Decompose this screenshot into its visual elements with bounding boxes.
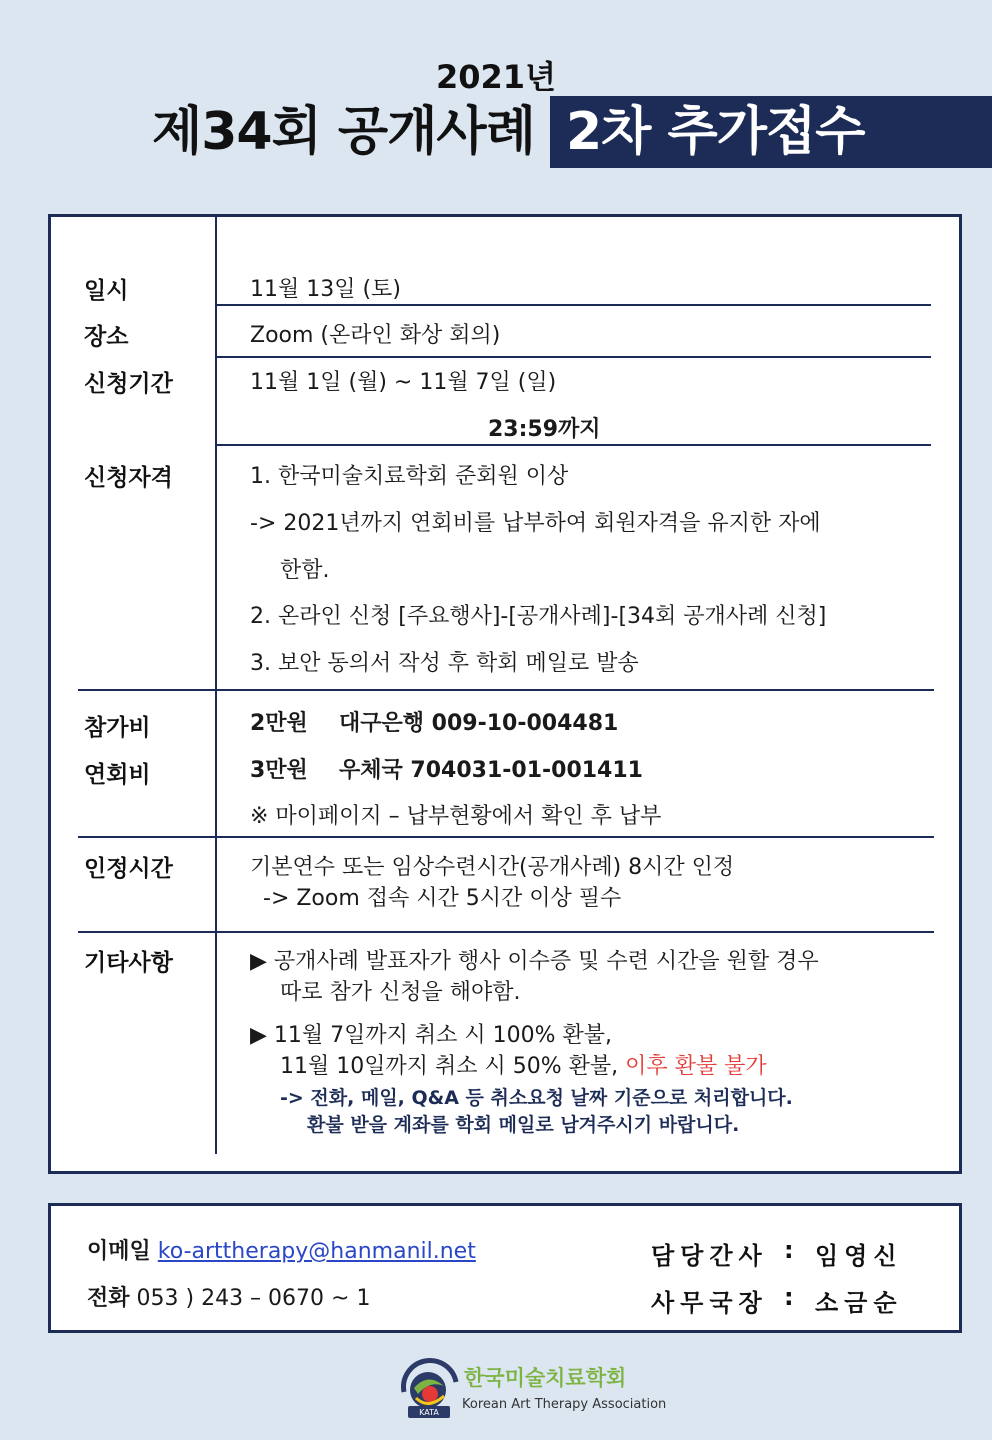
logo-english-text: Korean Art Therapy Association xyxy=(462,1397,667,1412)
fee-account: 대구은행 009-10-004481 xyxy=(339,711,619,736)
qualification-line3: 한함. xyxy=(280,558,330,583)
place-value: Zoom (온라인 화상 회의) xyxy=(250,323,501,348)
annual-fee-amount: 3만원 xyxy=(250,758,308,783)
phone-number: 053 ) 243 – 0670 ~ 1 xyxy=(136,1286,371,1311)
title-right: 2차 추가접수 xyxy=(566,102,865,162)
fee-note: ※ 마이페이지 – 납부현황에서 확인 후 납부 xyxy=(250,804,662,829)
manager-separator: : xyxy=(784,1236,800,1264)
row-divider xyxy=(215,304,931,306)
qualification-line1: 1. 한국미술치료학회 준회원 이상 xyxy=(250,464,569,489)
cancel-note-line1: -> 전화, 메일, Q&A 등 취소요청 날짜 기준으로 처리합니다. xyxy=(280,1087,793,1109)
qualification-line4: 2. 온라인 신청 [주요행사]-[공개사례]-[34회 공개사례 신청] xyxy=(250,604,827,629)
logo-korean-text: 한국미술치료학회 xyxy=(464,1366,627,1390)
qualification-line2: -> 2021년까지 연회비를 납부하여 회원자격을 유지한 자에 xyxy=(250,511,821,536)
director-name: 소금순 xyxy=(815,1289,903,1317)
email-row xyxy=(87,1234,476,1265)
cancel-note-line2: 환불 받을 계좌를 학회 메일로 남겨주시기 바랍니다. xyxy=(307,1114,740,1136)
row-divider xyxy=(215,444,931,446)
title-row xyxy=(0,96,992,168)
contact-box xyxy=(48,1203,962,1333)
phone-label: 전화 xyxy=(87,1286,130,1311)
credit-label: 인정시간 xyxy=(84,856,173,882)
manager-role: 담당간사 xyxy=(651,1242,768,1270)
period-time: 23:59까지 xyxy=(488,417,601,442)
director-separator: : xyxy=(784,1283,800,1311)
date-value: 11월 13일 (토) xyxy=(250,277,401,302)
phone-row xyxy=(87,1281,370,1312)
fee-amount: 2만원 xyxy=(250,711,308,736)
etc-bullet1-line1: ▶ 공개사례 발표자가 행사 이수증 및 수련 시간을 원할 경우 xyxy=(250,949,819,974)
etc-bullet2-line1: ▶ 11월 7일까지 취소 시 100% 환불, xyxy=(250,1023,613,1048)
annual-fee-account: 우체국 704031-01-001411 xyxy=(339,758,643,783)
date-label: 일시 xyxy=(84,278,129,304)
refund-partial: 11월 10일까지 취소 시 50% 환불, xyxy=(280,1054,619,1079)
annual-fee-label: 연회비 xyxy=(84,762,151,788)
director-role: 사무국장 xyxy=(651,1289,768,1317)
etc-label: 기타사항 xyxy=(84,950,173,976)
kata-emblem-icon xyxy=(396,1352,462,1422)
credit-line2: -> Zoom 접속 시간 5시간 이상 필수 xyxy=(263,886,622,911)
qualification-line5: 3. 보안 동의서 작성 후 학회 메일로 발송 xyxy=(250,651,639,676)
etc-bullet2-line2 xyxy=(280,1049,767,1080)
title-left: 제34회 공개사례 xyxy=(152,102,535,162)
etc-bullet1-line2: 따로 참가 신청을 해야함. xyxy=(280,980,521,1005)
manager-name: 임영신 xyxy=(815,1242,903,1270)
row-divider xyxy=(215,356,931,358)
year-heading: 2021년 xyxy=(436,58,556,96)
row-divider xyxy=(78,689,934,691)
no-refund-warning: 이후 환불 불가 xyxy=(625,1054,767,1079)
place-label: 장소 xyxy=(84,324,129,350)
fee-label: 참가비 xyxy=(84,715,151,741)
kata-logo xyxy=(396,1352,667,1422)
row-divider xyxy=(78,836,934,838)
credit-line1: 기본연수 또는 임상수련시간(공개사례) 8시간 인정 xyxy=(250,855,735,880)
period-value: 11월 1일 (월) ~ 11월 7일 (일) xyxy=(250,370,557,395)
kata-acronym: KATA xyxy=(419,1408,439,1417)
info-table xyxy=(48,214,962,1174)
period-label: 신청기간 xyxy=(84,371,173,397)
email-label: 이메일 xyxy=(87,1239,151,1264)
row-divider xyxy=(78,931,934,933)
email-link[interactable]: ko-arttherapy@hanmanil.net xyxy=(157,1239,476,1264)
qualification-label: 신청자격 xyxy=(84,465,173,491)
